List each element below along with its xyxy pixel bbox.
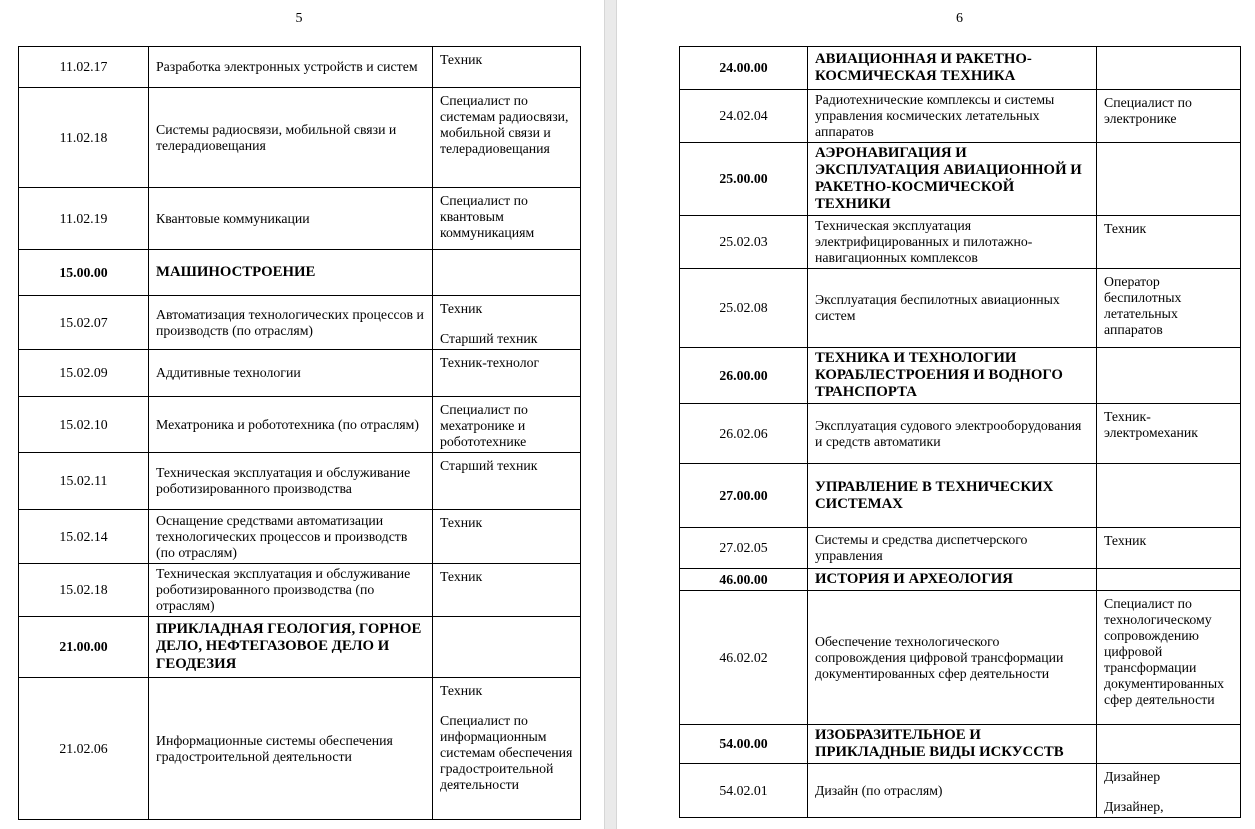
job-titles — [433, 510, 581, 564]
specialty-code: 25.02.03 — [680, 216, 808, 269]
specialty-code: 15.02.14 — [19, 510, 149, 564]
specialty-name: Разработка электронных устройств и систем — [149, 47, 433, 88]
section-row — [680, 47, 1241, 90]
section-title: УПРАВЛЕНИЕ В ТЕХНИЧЕСКИХ СИСТЕМАХ — [808, 464, 1097, 528]
page-divider — [604, 0, 617, 829]
specialty-code: 15.00.00 — [19, 250, 149, 296]
specialty-row — [19, 88, 581, 188]
specialty-code: 15.02.18 — [19, 564, 149, 617]
job-titles — [1097, 269, 1241, 348]
specialty-code: 15.02.10 — [19, 397, 149, 453]
specialty-row — [19, 47, 581, 88]
job-title: Техник — [1104, 221, 1147, 237]
job-title: Дизайнер — [1104, 769, 1161, 785]
specialty-name: Квантовые коммуникации — [149, 188, 433, 250]
specialty-code: 25.02.08 — [680, 269, 808, 348]
specialties-table-page-6 — [679, 46, 1241, 818]
section-title: АВИАЦИОННАЯ И РАКЕТНО-КОСМИЧЕСКАЯ ТЕХНИКА — [808, 47, 1097, 90]
specialty-code: 15.02.07 — [19, 296, 149, 350]
section-title: ИЗОБРАЗИТЕЛЬНОЕ И ПРИКЛАДНЫЕ ВИДЫ ИСКУССТВ — [808, 725, 1097, 764]
job-titles — [433, 296, 581, 350]
section-row — [19, 250, 581, 296]
specialty-name: Техническая эксплуатация электрифицированных и пилотажно-навигационных комплексов — [808, 216, 1097, 269]
specialties-table-page-5 — [18, 46, 581, 820]
job-title: Старший техник — [440, 458, 538, 473]
job-title: Специалист по технологическому сопровождению цифровой трансформации документированных сфер деятельности — [1104, 596, 1224, 708]
job-title: Техник-электромеханик — [1104, 409, 1198, 441]
specialty-code: 25.00.00 — [680, 143, 808, 216]
section-row — [680, 464, 1241, 528]
specialty-row — [680, 269, 1241, 348]
specialty-row — [19, 296, 581, 350]
specialty-code: 27.00.00 — [680, 464, 808, 528]
job-titles — [433, 397, 581, 453]
job-titles — [433, 47, 581, 88]
specialty-name: Радиотехнические комплексы и системы управления космических летательных аппаратов — [808, 90, 1097, 143]
specialty-name: Системы и средства диспетчерского управления — [808, 528, 1097, 569]
job-titles — [1097, 404, 1241, 464]
job-titles — [433, 564, 581, 617]
section-title: ТЕХНИКА И ТЕХНОЛОГИИ КОРАБЛЕСТРОЕНИЯ И ВОДНОГО ТРАНСПОРТА — [808, 348, 1097, 404]
specialty-name: Информационные системы обеспечения градостроительной деятельности — [149, 678, 433, 820]
job-title: Дизайнер, — [1104, 799, 1164, 815]
specialty-row — [19, 188, 581, 250]
section-row — [680, 569, 1241, 591]
job-title: Техник-технолог — [440, 355, 540, 370]
job-title: Специалист по электронике — [1104, 95, 1192, 126]
job-title: Специалист по квантовым коммуникациям — [440, 193, 535, 240]
specialty-row — [680, 404, 1241, 464]
job-titles — [433, 88, 581, 188]
page-5[interactable] — [0, 0, 604, 829]
job-titles — [1097, 47, 1241, 90]
specialty-row — [19, 564, 581, 617]
section-row — [680, 143, 1241, 216]
specialty-code: 26.02.06 — [680, 404, 808, 464]
specialty-code: 21.00.00 — [19, 617, 149, 678]
specialty-row — [680, 90, 1241, 143]
specialty-name: Мехатроника и робототехника (по отраслям) — [149, 397, 433, 453]
job-title: Старший техник — [440, 331, 538, 346]
specialty-name: Автоматизация технологических процессов и производств (по отраслям) — [149, 296, 433, 350]
specialty-name: Дизайн (по отраслям) — [808, 764, 1097, 818]
specialty-name: Техническая эксплуатация и обслуживание роботизированного производства — [149, 453, 433, 510]
job-titles — [1097, 764, 1241, 818]
specialty-row — [19, 453, 581, 510]
specialty-name: Эксплуатация судового электрооборудования и средств автоматики — [808, 404, 1097, 464]
job-titles — [1097, 528, 1241, 569]
job-titles — [1097, 348, 1241, 404]
job-titles — [1097, 591, 1241, 725]
specialty-name: Техническая эксплуатация и обслуживание роботизированного производства (по отраслям) — [149, 564, 433, 617]
specialty-name: Системы радиосвязи, мобильной связи и телерадиовещания — [149, 88, 433, 188]
specialty-row — [680, 216, 1241, 269]
specialty-code: 46.02.02 — [680, 591, 808, 725]
specialty-row — [680, 764, 1241, 818]
specialty-code: 27.02.05 — [680, 528, 808, 569]
job-titles — [433, 350, 581, 397]
job-title: Специалист по мехатронике и робототехнике — [440, 402, 528, 449]
section-row — [680, 348, 1241, 404]
specialty-code: 46.00.00 — [680, 569, 808, 591]
specialty-code: 24.00.00 — [680, 47, 808, 90]
specialty-code: 54.00.00 — [680, 725, 808, 764]
job-titles — [433, 188, 581, 250]
job-title: Специалист по информационным системам обеспечения градостроительной деятельности — [440, 713, 573, 792]
section-title: АЭРОНАВИГАЦИЯ И ЭКСПЛУАТАЦИЯ АВИАЦИОННОЙ И РАКЕТНО-КОСМИЧЕСКОЙ ТЕХНИКИ — [808, 143, 1097, 216]
specialty-row — [680, 528, 1241, 569]
job-title: Специалист по системам радиосвязи, мобильной связи и телерадиовещания — [440, 93, 569, 156]
section-title: ИСТОРИЯ И АРХЕОЛОГИЯ — [808, 569, 1097, 591]
job-titles — [1097, 216, 1241, 269]
specialty-row — [19, 397, 581, 453]
page-number-6: 6 — [956, 11, 963, 26]
page-6[interactable] — [617, 0, 1255, 829]
job-titles — [1097, 90, 1241, 143]
job-titles — [433, 250, 581, 296]
job-titles — [1097, 725, 1241, 764]
section-row — [19, 617, 581, 678]
job-titles — [1097, 464, 1241, 528]
specialty-name: Оснащение средствами автоматизации технологических процессов и производств (по отраслям) — [149, 510, 433, 564]
job-titles — [433, 453, 581, 510]
specialty-code: 11.02.19 — [19, 188, 149, 250]
specialty-code: 15.02.11 — [19, 453, 149, 510]
specialty-row — [680, 591, 1241, 725]
specialty-code: 21.02.06 — [19, 678, 149, 820]
section-title: МАШИНОСТРОЕНИЕ — [149, 250, 433, 296]
page-number-5: 5 — [295, 11, 303, 26]
specialty-code: 11.02.18 — [19, 88, 149, 188]
job-titles — [1097, 569, 1241, 591]
job-title: Техник — [440, 515, 483, 530]
job-titles — [433, 617, 581, 678]
specialty-name: Аддитивные технологии — [149, 350, 433, 397]
job-title: Техник — [1104, 533, 1147, 549]
specialty-code: 15.02.09 — [19, 350, 149, 397]
specialty-row — [19, 350, 581, 397]
job-title: Техник — [440, 683, 483, 698]
job-title: Техник — [440, 52, 483, 67]
job-title: Техник — [440, 301, 483, 316]
job-title: Техник — [440, 569, 483, 584]
specialty-code: 54.02.01 — [680, 764, 808, 818]
job-titles — [433, 678, 581, 820]
specialty-code: 24.02.04 — [680, 90, 808, 143]
section-row — [680, 725, 1241, 764]
job-title: Оператор беспилотных летательных аппаратов — [1104, 274, 1182, 338]
specialty-name: Обеспечение технологического сопровождения цифровой трансформации документированных сфер деятельности — [808, 591, 1097, 725]
specialty-name: Эксплуатация беспилотных авиационных систем — [808, 269, 1097, 348]
specialty-code: 11.02.17 — [19, 47, 149, 88]
specialty-row — [19, 510, 581, 564]
section-title: ПРИКЛАДНАЯ ГЕОЛОГИЯ, ГОРНОЕ ДЕЛО, НЕФТЕГАЗОВОЕ ДЕЛО И ГЕОДЕЗИЯ — [149, 617, 433, 678]
specialty-code: 26.00.00 — [680, 348, 808, 404]
specialty-row — [19, 678, 581, 820]
job-titles — [1097, 143, 1241, 216]
